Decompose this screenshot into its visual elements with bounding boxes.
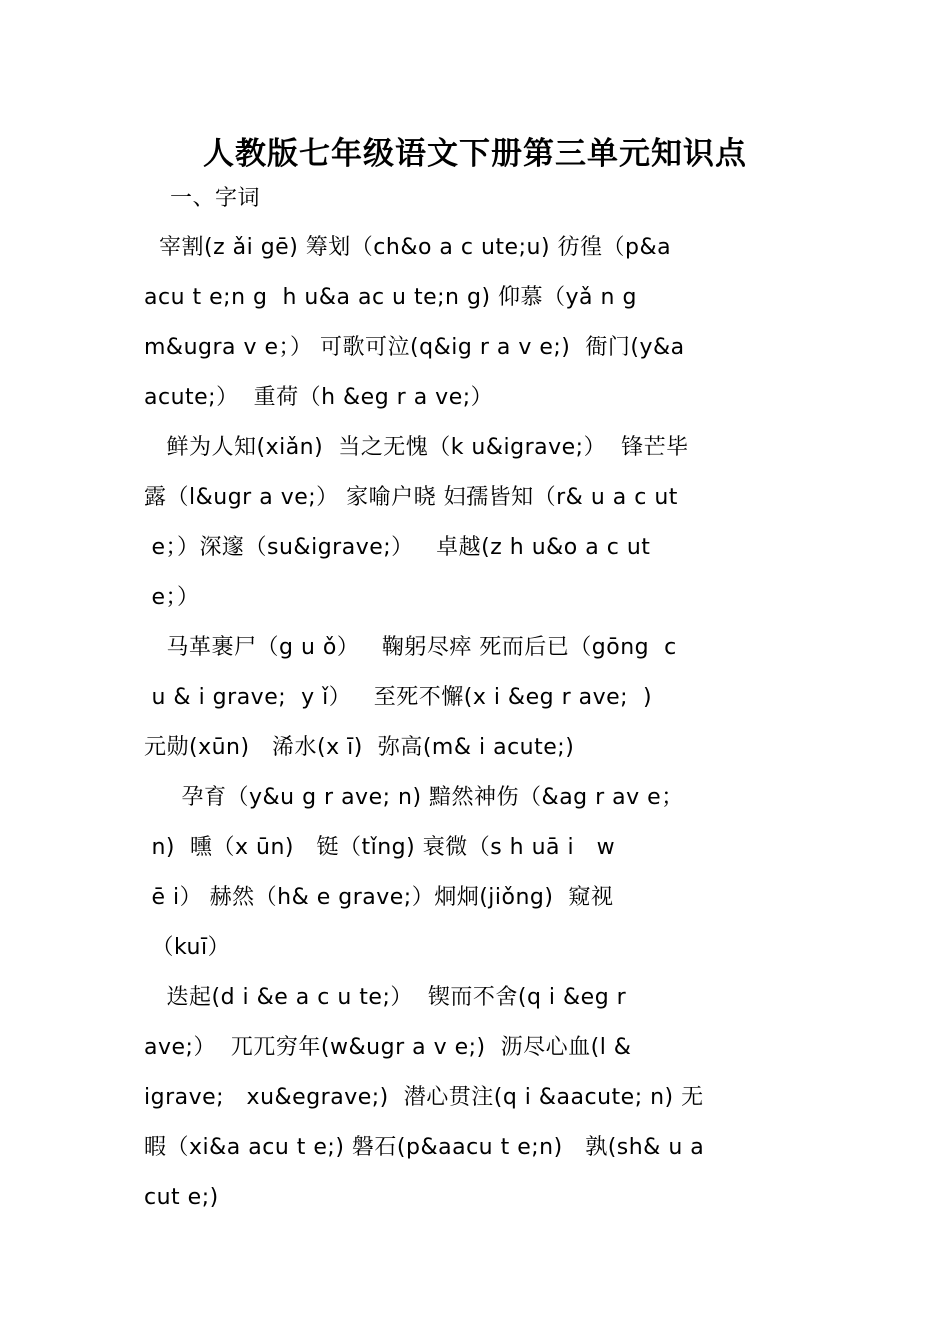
text-line: ē i） 赫然（h& e grave;）炯炯(jiǒng) 窥视 bbox=[144, 885, 614, 910]
text-line: n) 曛（x ūn) 铤（tǐng) 衰微（s h uā i w bbox=[144, 835, 616, 860]
text-line: u & i grave; y ǐ） 至死不懈(x i &eg r ave; ) bbox=[144, 685, 653, 710]
text-line: ave;） 兀兀穷年(w&ugr a v e;) 沥尽心血(l & bbox=[144, 1035, 632, 1060]
text-line: igrave; xu&egrave;) 潜心贯注(q i &aacute; n) 无 bbox=[144, 1085, 704, 1110]
text-line: 马革裹尸（g u ǒ） 鞠躬尽瘁 死而后已（gōng c bbox=[144, 635, 677, 660]
section-heading: 一、字词 bbox=[170, 186, 261, 211]
text-line: 元勋(xūn) 浠水(x ī) 弥高(m& i acute;) bbox=[144, 735, 575, 760]
text-line: 孕育（y&u g r ave; n) 黯然神伤（&ag r av e； bbox=[144, 785, 684, 810]
text-line: acu t e;n g h u&a ac u te;n g) 仰慕（yǎ n g bbox=[144, 285, 637, 310]
text-line: e；）深邃（su&igrave;） 卓越(z h u&o a c ut bbox=[144, 535, 651, 560]
text-line: m&ugra v e；） 可歌可泣(q&ig r a v e;) 衙门(y&a bbox=[144, 335, 685, 360]
text-line: 露（l&ugr a ve;） 家喻户晓 妇孺皆知（r& u a c ut bbox=[144, 485, 678, 510]
text-line: cut e;) bbox=[144, 1185, 219, 1210]
text-line: e；） bbox=[144, 585, 200, 610]
document-title: 人教版七年级语文下册第三单元知识点 bbox=[203, 136, 747, 172]
text-line: 宰割(z ǎi gē) 筹划（ch&o a c ute;u) 彷徨（p&a bbox=[144, 235, 672, 260]
text-line: acute;） 重荷（h &eg r a ve;） bbox=[144, 385, 494, 410]
text-line: （kuī） bbox=[144, 935, 231, 960]
text-line: 暇（xi&a acu t e;) 磐石(p&aacu t e;n) 孰(sh& u a bbox=[144, 1135, 705, 1160]
text-line: 迭起(d i &e a c u te;） 锲而不舍(q i &eg r bbox=[144, 985, 627, 1010]
text-line: 鲜为人知(xiǎn) 当之无愧（k u&igrave;） 锋芒毕 bbox=[144, 435, 689, 460]
